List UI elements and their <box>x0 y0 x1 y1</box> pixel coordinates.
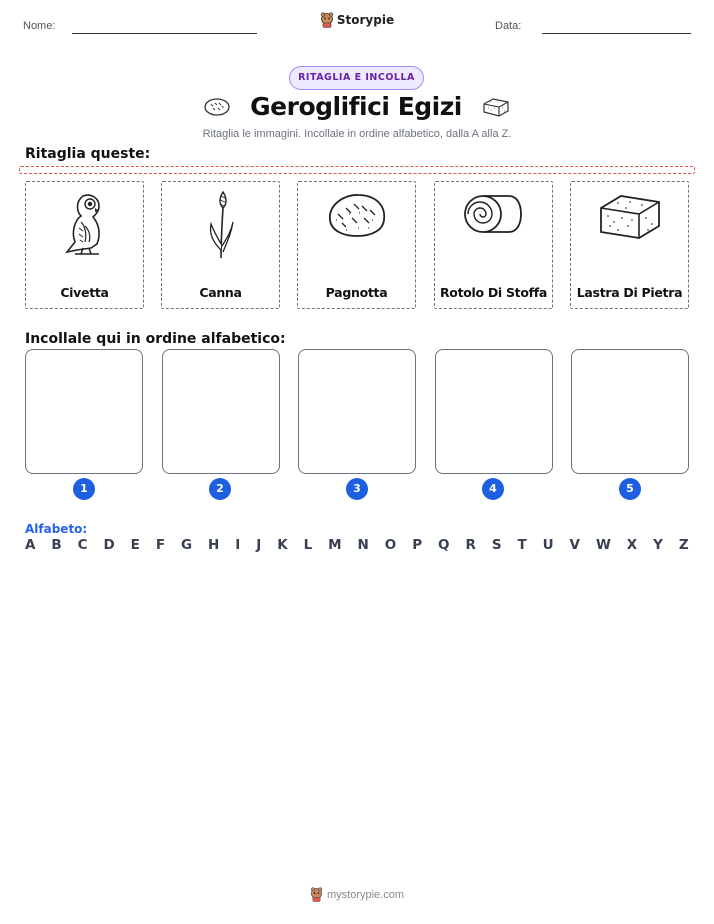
paste-box-2[interactable] <box>162 349 280 474</box>
stone-slab-icon <box>481 96 511 118</box>
activity-badge: RITAGLIA E INCOLLA <box>289 66 424 90</box>
alphabet-letter: Q <box>438 537 450 553</box>
alphabet-letter: M <box>328 537 342 553</box>
number-badge-4: 4 <box>482 478 504 500</box>
alphabet-letter: D <box>103 537 115 553</box>
number-badge-3: 3 <box>346 478 368 500</box>
stone-slab-icon <box>597 190 663 242</box>
alphabet-row <box>25 537 689 553</box>
alphabet-letter: U <box>542 537 554 553</box>
name-label: Nome: <box>23 20 56 32</box>
paste-box-1[interactable] <box>25 349 143 474</box>
footer <box>0 887 714 906</box>
cut-card-pagnotta[interactable] <box>297 181 416 309</box>
footer-site-link[interactable]: mystorypie.com <box>326 888 405 901</box>
alphabet-letter: H <box>208 537 220 553</box>
alphabet-letter: C <box>77 537 88 553</box>
cloth-roll-icon <box>463 190 525 240</box>
number-badge-5: 5 <box>619 478 641 500</box>
alphabet-letter: J <box>256 537 262 553</box>
card-label: Canna <box>199 285 242 300</box>
alphabet-letter: R <box>465 537 476 553</box>
date-field-line[interactable] <box>542 33 691 34</box>
card-label: Pagnotta <box>325 285 388 300</box>
alphabet-letter: T <box>517 537 527 553</box>
alphabet-title: Alfabeto: <box>25 522 88 536</box>
paste-box-5[interactable] <box>571 349 689 474</box>
mascot-icon <box>320 12 334 28</box>
cut-line <box>19 166 695 174</box>
alphabet-letter: X <box>626 537 638 553</box>
alphabet-letter: S <box>491 537 502 553</box>
cut-card-civetta[interactable] <box>25 181 144 309</box>
cut-card-lastra-di-pietra[interactable] <box>570 181 689 309</box>
cut-card-canna[interactable] <box>161 181 280 309</box>
bread-loaf-icon <box>324 190 390 242</box>
cut-section-title: Ritaglia queste: <box>25 146 151 162</box>
card-label: Lastra Di Pietra <box>576 285 683 300</box>
alphabet-letter: B <box>51 537 62 553</box>
card-label: Rotolo Di Stoffa <box>439 285 548 300</box>
alphabet-letter: P <box>412 537 423 553</box>
number-badge-1: 1 <box>73 478 95 500</box>
card-label: Civetta <box>60 285 109 300</box>
bread-loaf-icon <box>203 97 231 117</box>
paste-box-3[interactable] <box>298 349 416 474</box>
alphabet-letter: I <box>235 537 241 553</box>
mascot-icon <box>310 887 323 902</box>
alphabet-letter: A <box>25 537 36 553</box>
owl-icon <box>55 190 115 258</box>
paste-box-4[interactable] <box>435 349 553 474</box>
alphabet-letter: Y <box>653 537 663 553</box>
number-badge-2: 2 <box>209 478 231 500</box>
alphabet-letter: W <box>595 537 611 553</box>
brand-logo <box>0 12 714 32</box>
alphabet-letter: F <box>155 537 166 553</box>
alphabet-letter: G <box>180 537 193 553</box>
brand-name: Storypie <box>336 13 395 27</box>
cut-card-rotolo-di-stoffa[interactable] <box>434 181 553 309</box>
alphabet-letter: E <box>130 537 140 553</box>
alphabet-letter: N <box>357 537 369 553</box>
alphabet-letter: K <box>277 537 288 553</box>
date-label: Data: <box>495 20 522 32</box>
name-field-line[interactable] <box>72 33 257 34</box>
alphabet-letter: V <box>569 537 580 553</box>
alphabet-letter: Z <box>678 537 689 553</box>
paste-section-title: Incollale qui in ordine alfabetico: <box>25 331 286 347</box>
alphabet-letter: L <box>303 537 313 553</box>
page-title: Geroglifici Egizi <box>250 92 462 121</box>
instructions: Ritaglia le immagini. Incollale in ordine alfabetico, dalla A alla Z. <box>202 128 512 140</box>
reed-icon <box>201 190 241 262</box>
alphabet-letter: O <box>384 537 397 553</box>
